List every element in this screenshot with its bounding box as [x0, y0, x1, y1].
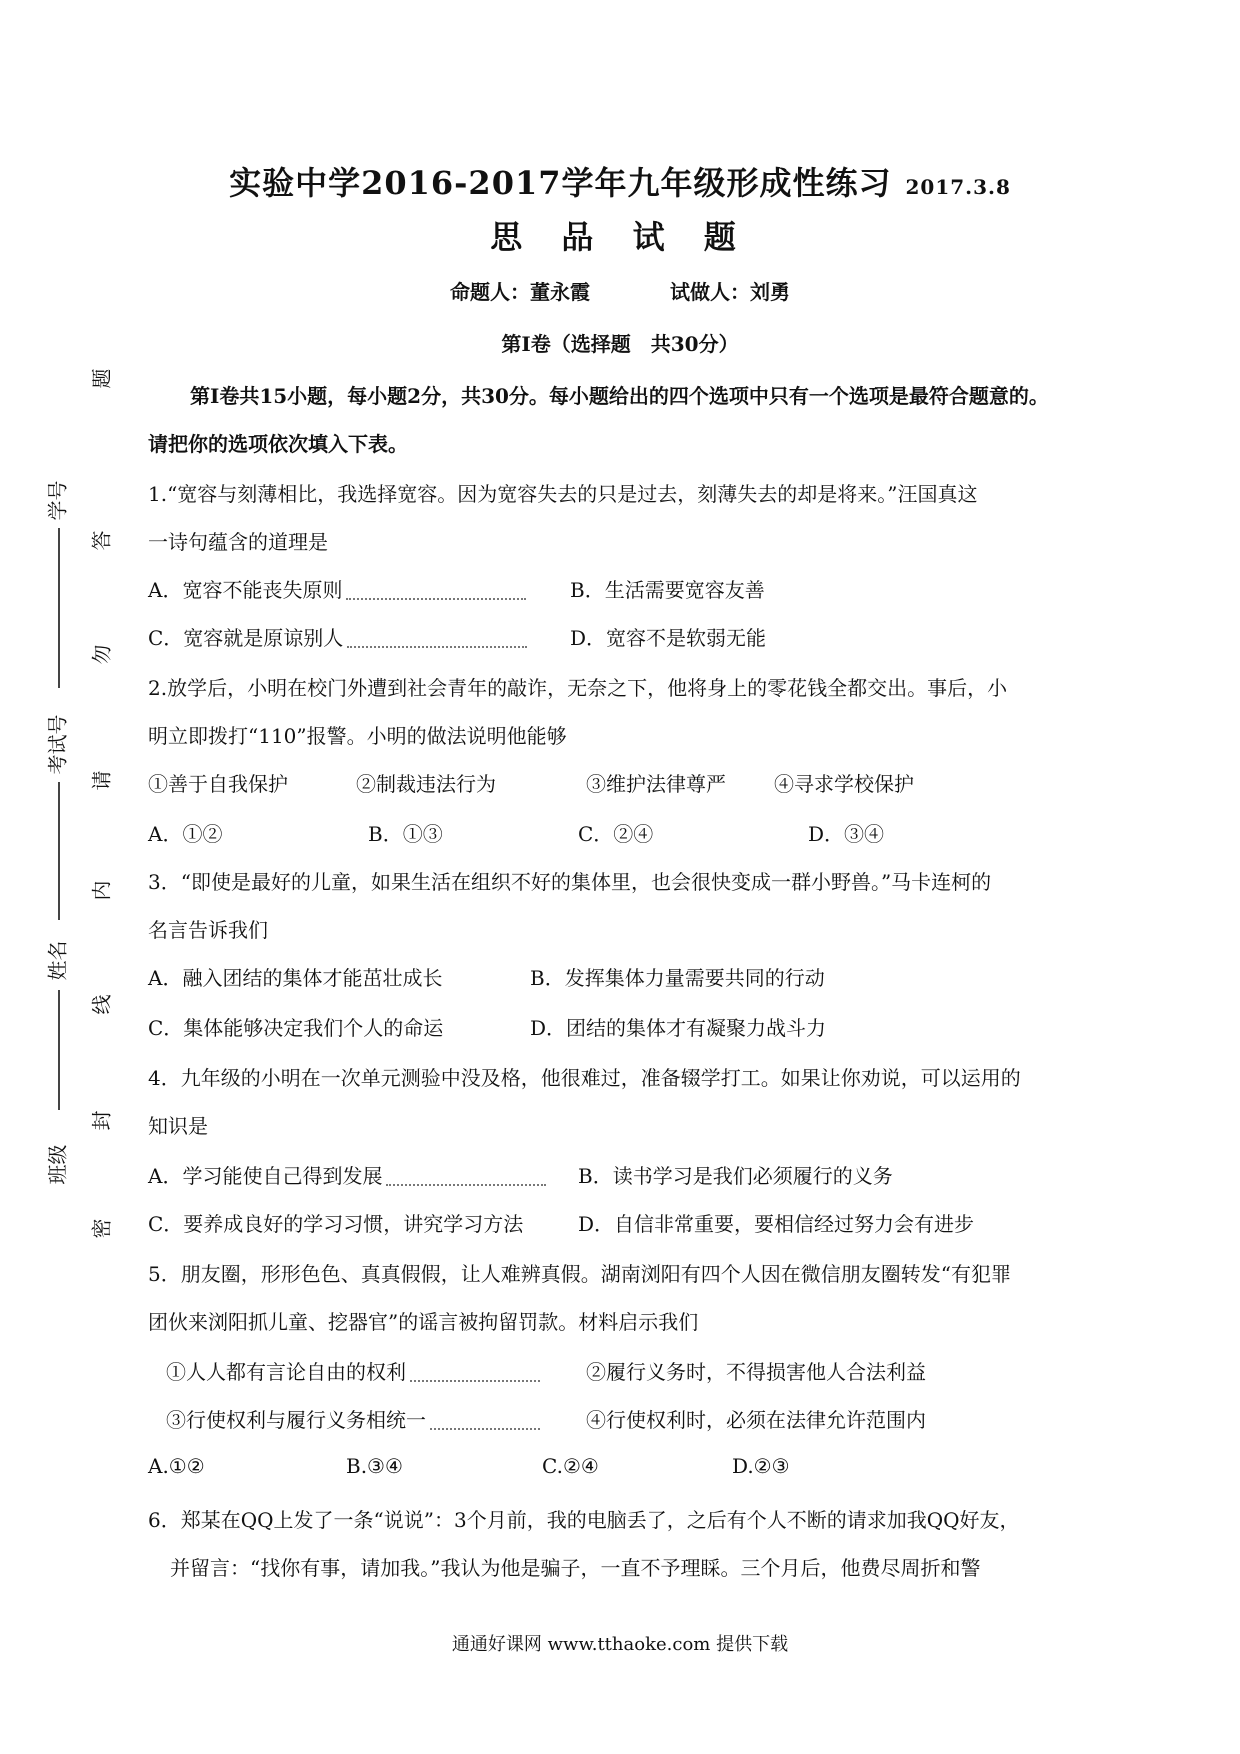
q5-option-c: C.②④ — [542, 1454, 599, 1478]
q2-statement-2: ②制裁违法行为 — [356, 772, 496, 796]
q1-option-d: D．宽容不是软弱无能 — [570, 626, 767, 650]
q1-stem-line-1: 1.“宽容与刻薄相比，我选择宽容。因为宽容失去的只是过去，刻薄失去的却是将来。”汪国真这 — [148, 482, 978, 506]
seal-char-5: 内 — [89, 880, 114, 901]
q4-option-a: A．学习能使自己得到发展 — [148, 1164, 383, 1188]
q5-statement-1: ①人人都有言论自由的权利 — [166, 1360, 406, 1384]
exam-number-label: 考试号 — [45, 714, 70, 775]
q3-option-a: A．融入团结的集体才能茁壮成长 — [148, 966, 443, 990]
q1-option-a-row — [148, 574, 530, 603]
q1-option-a: A．宽容不能丧失原则 — [148, 578, 343, 602]
q2-option-b: B．①③ — [368, 822, 443, 846]
q4-option-d: D．自信非常重要，要相信经过努力会有进步 — [578, 1212, 975, 1236]
name-label: 姓名 — [45, 940, 70, 981]
page-footer: 通通好课网 www.tthaoke.com 提供下载 — [451, 1634, 789, 1655]
q2-option-c: C．②④ — [578, 822, 654, 846]
q3-stem-line-2: 名言告诉我们 — [148, 918, 268, 942]
exam-date: 2017.3.8 — [905, 175, 1011, 199]
q2-statement-4: ④寻求学校保护 — [774, 772, 914, 796]
q3-option-c: C．集体能够决定我们个人的命运 — [148, 1016, 444, 1040]
q5-stem-line-1: 5．朋友圈，形形色色、真真假假，让人难辨真假。湖南浏阳有四个人因在微信朋友圈转发“有犯罪 — [148, 1262, 1011, 1286]
q3-option-b: B．发挥集体力量需要共同的行动 — [530, 966, 825, 990]
question-setter: 命题人：董永霞 — [450, 280, 590, 304]
q2-statement-3: ③维护法律尊严 — [586, 772, 726, 796]
q5-statement-3-row — [166, 1404, 544, 1433]
student-number-label: 学号 — [45, 480, 70, 521]
q3-option-d: D．团结的集体才有凝聚力战斗力 — [530, 1016, 827, 1040]
q4-option-b: B．读书学习是我们必须履行的义务 — [578, 1164, 893, 1188]
exam-subject: 思 品 试 题 — [490, 218, 750, 256]
q5-statement-3: ③行使权利与履行义务相统一 — [166, 1408, 426, 1432]
seal-char-3: 勿 — [89, 644, 114, 665]
seal-char-8: 密 — [89, 1218, 114, 1239]
q4-option-a-row — [148, 1160, 550, 1189]
authors-line — [0, 276, 1240, 305]
name-line — [58, 990, 60, 1110]
leader-dots — [430, 1414, 540, 1430]
q1-option-c: C．宽容就是原谅别人 — [148, 626, 344, 650]
exam-title — [0, 158, 1240, 204]
q5-statement-1-row — [166, 1356, 544, 1385]
q5-stem-line-2: 团伙来浏阳抓儿童、挖器官”的谣言被拘留罚款。材料启示我们 — [148, 1310, 699, 1334]
student-number-line — [58, 528, 60, 688]
q2-stem-line-1: 2.放学后，小明在校门外遭到社会青年的敲诈，无奈之下，他将身上的零花钱全都交出。事后，小 — [148, 676, 1008, 700]
q4-option-c: C．要养成良好的学习习惯，讲究学习方法 — [148, 1212, 524, 1236]
instructions-line-1: 第Ⅰ卷共15小题，每小题2分，共30分。每小题给出的四个选项中只有一个选项是最符合题意的。 — [190, 384, 1049, 408]
q5-statement-4: ④行使权利时，必须在法律允许范围内 — [586, 1408, 926, 1432]
q4-stem-line-2: 知识是 — [148, 1114, 208, 1138]
q5-option-a: A.①② — [148, 1454, 205, 1478]
leader-dots — [347, 632, 527, 648]
q6-stem-line-1: 6．郑某在QQ上发了一条“说说”：3个月前，我的电脑丢了，之后有个人不断的请求加我QQ好友， — [148, 1508, 1020, 1532]
instructions-line-2: 请把你的选项依次填入下表。 — [148, 432, 408, 456]
seal-char-2: 答 — [89, 530, 114, 551]
question-tester: 试做人：刘勇 — [670, 280, 790, 304]
seal-char-6: 线 — [89, 994, 114, 1015]
q3-stem-line-1: 3．“即使是最好的儿童，如果生活在组织不好的集体里，也会很快变成一群小野兽。”马卡连柯的 — [148, 870, 992, 894]
leader-dots — [346, 584, 526, 600]
exam-number-line — [58, 782, 60, 920]
q5-option-d: D.②③ — [732, 1454, 790, 1478]
q2-statement-1: ①善于自我保护 — [148, 772, 288, 796]
q1-stem-line-2: 一诗句蕴含的道理是 — [148, 530, 328, 554]
q2-option-d: D．③④ — [808, 822, 885, 846]
exam-title-text: 实验中学2016-2017学年九年级形成性练习 — [229, 164, 892, 202]
section-heading: 第Ⅰ卷（选择题 共30分） — [501, 332, 739, 356]
seal-char-1: 题 — [89, 368, 114, 389]
seal-char-7: 封 — [89, 1110, 114, 1131]
q2-option-a: A．①② — [148, 822, 223, 846]
q2-stem-line-2: 明立即拨打“110”报警。小明的做法说明他能够 — [148, 724, 567, 748]
seal-char-4: 请 — [89, 770, 114, 791]
q6-stem-line-2: 并留言：“找你有事，请加我。”我认为他是骗子，一直不予理睬。三个月后，他费尽周折和警 — [170, 1556, 981, 1580]
q5-option-b: B.③④ — [346, 1454, 403, 1478]
q1-option-c-row — [148, 622, 531, 651]
class-label: 班级 — [45, 1144, 70, 1185]
q4-stem-line-1: 4．九年级的小明在一次单元测验中没及格，他很难过，准备辍学打工。如果让你劝说，可以运用的 — [148, 1066, 1021, 1090]
leader-dots — [410, 1366, 540, 1382]
leader-dots — [386, 1170, 546, 1186]
q1-option-b: B．生活需要宽容友善 — [570, 578, 765, 602]
q5-statement-2: ②履行义务时，不得损害他人合法利益 — [586, 1360, 926, 1384]
